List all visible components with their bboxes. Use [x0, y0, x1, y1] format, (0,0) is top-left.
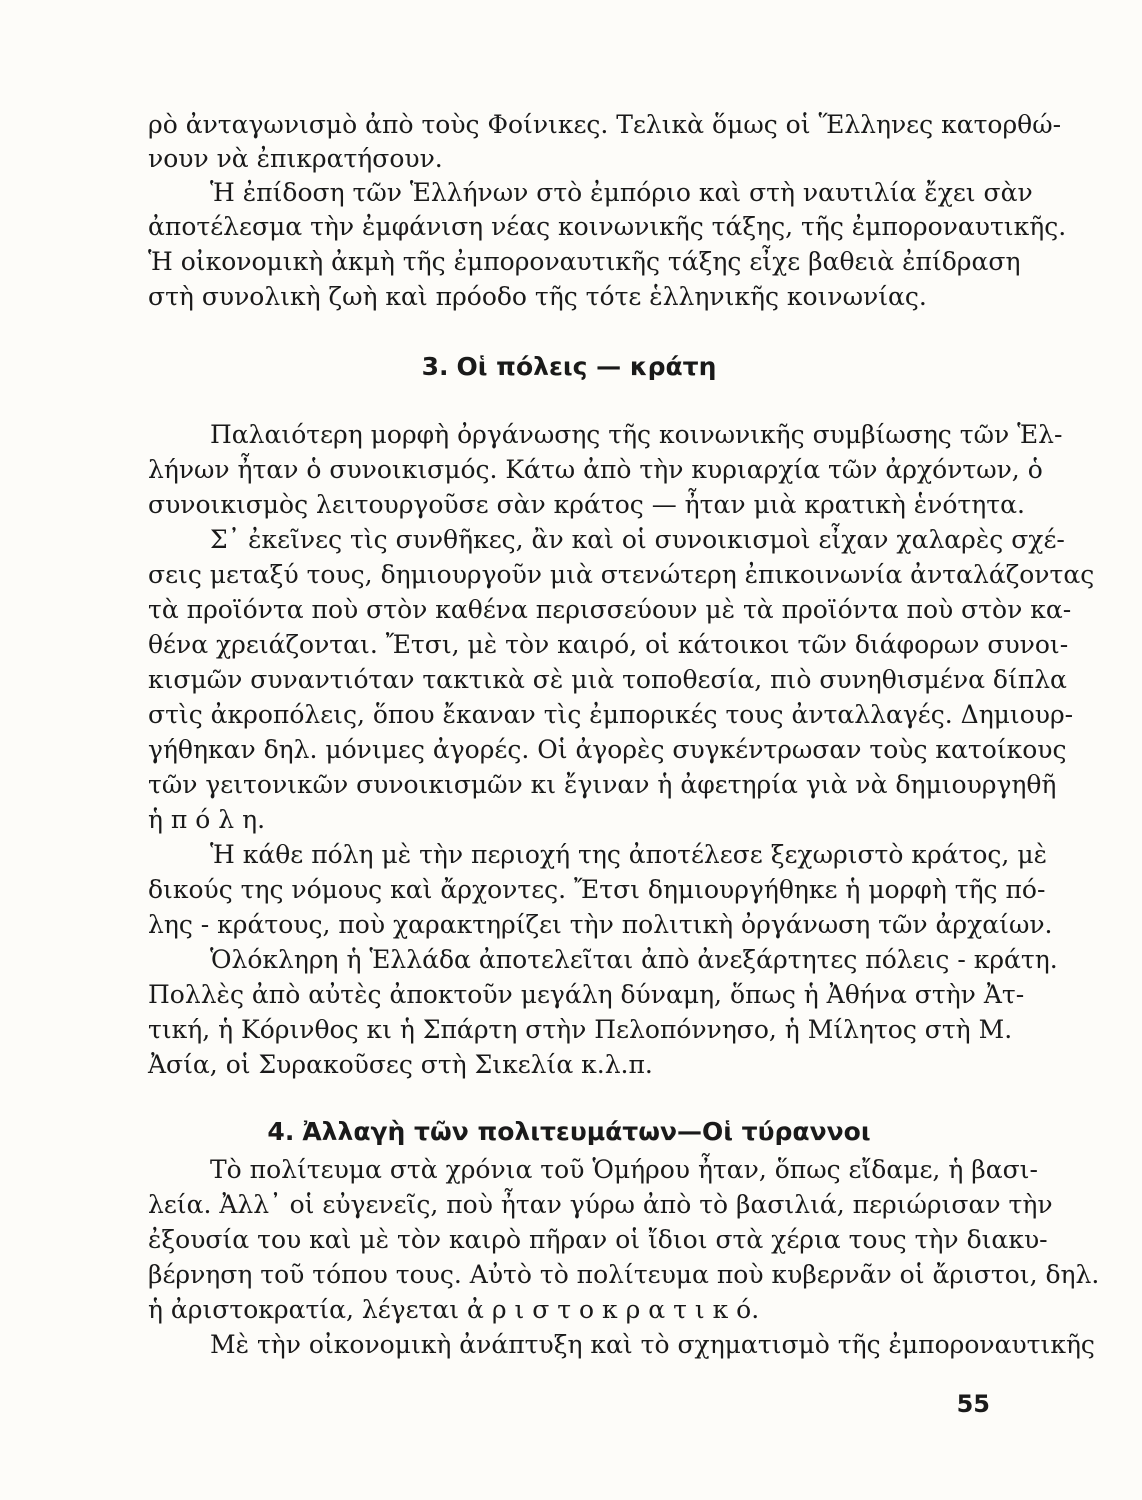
text-line: νουν νὰ ἐπικρατήσουν. — [148, 144, 443, 173]
text-line: ἀποτέλεσμα τὴν ἐμφάνιση νέας κοινωνικῆς τάξης, τῆς ἐμποροναυτικῆς. — [148, 212, 1067, 241]
text-line: λης - κράτους, ποὺ χαρακτηρίζει τὴν πολιτικὴ ὀργάνωση τῶν ἀρχαίων. — [148, 910, 1053, 939]
text-line: Μὲ τὴν οἰκονομικὴ ἀνάπτυξη καὶ τὸ σχηματισμὸ τῆς ἐμποροναυτικῆς — [210, 1330, 1095, 1359]
text-line: Ἡ ἐπίδοση τῶν Ἑλλήνων στὸ ἐμπόριο καὶ στὴ ναυτιλία ἔχει σὰν — [210, 178, 1033, 207]
text-line: Τὸ πολίτευμα στὰ χρόνια τοῦ Ὁμήρου ἦταν, ὅπως εἴδαμε, ἡ βασι- — [210, 1155, 1038, 1184]
text-line: Ὁλόκληρη ἡ Ἑλλάδα ἀποτελεῖται ἀπὸ ἀνεξάρτητες πόλεις - κράτη. — [210, 945, 1058, 974]
text-line: Σ᾽ ἐκεῖνες τὶς συνθῆκες, ἂν καὶ οἱ συνοικισμοὶ εἶχαν χαλαρὲς σχέ- — [210, 525, 1065, 554]
text-line: σεις μεταξύ τους, δημιουργοῦν μιὰ στενώτερη ἐπικοινωνία ἀνταλάζοντας — [148, 560, 1095, 589]
text-line: βέρνηση τοῦ τόπου τους. Αὐτὸ τὸ πολίτευμα ποὺ κυβερνᾶν οἱ ἄριστοι, δηλ. — [148, 1260, 1100, 1289]
text-line: ἡ ἀριστοκρατία, λέγεται ἀ ρ ι σ τ ο κ ρ α τ ι κ ό. — [148, 1295, 760, 1324]
section-heading-4 — [148, 1115, 990, 1149]
section-title: Οἱ πόλεις — κράτη — [456, 352, 717, 381]
text-line: λεία. Ἀλλ᾽ οἱ εὐγενεῖς, ποὺ ἦταν γύρω ἀπὸ τὸ βασιλιά, περιώρισαν τὴν — [148, 1190, 1053, 1219]
text-line: συνοικισμὸς λειτουργοῦσε σὰν κράτος — ἦταν μιὰ κρατικὴ ἑνότητα. — [148, 490, 1025, 519]
text-line: ἡ π ό λ η. — [148, 805, 266, 834]
section-title: Ἀλλαγὴ τῶν πολιτευμάτων—Οἱ τύραννοι — [302, 1117, 871, 1146]
text-line: Παλαιότερη μορφὴ ὀργάνωσης τῆς κοινωνικῆς συμβίωσης τῶν Ἑλ- — [210, 420, 1063, 449]
text-line: γήθηκαν δηλ. μόνιμες ἀγορές. Οἱ ἀγορὲς συγκέντρωσαν τοὺς κατοίκους — [148, 735, 1067, 764]
text-line: τική, ἡ Κόρινθος κι ἡ Σπάρτη στὴν Πελοπόννησο, ἡ Μίλητος στὴ Μ. — [148, 1015, 1013, 1044]
text-line: τὰ προϊόντα ποὺ στὸν καθένα περισσεύουν μὲ τὰ προϊόντα ποὺ στὸν κα- — [148, 595, 1072, 624]
section-number: 4. — [267, 1117, 295, 1146]
text-line: ἐξουσία του καὶ μὲ τὸν καιρὸ πῆραν οἱ ἴδιοι στὰ χέρια τους τὴν διακυ- — [148, 1225, 1048, 1254]
text-line: λήνων ἦταν ὁ συνοικισμός. Κάτω ἀπὸ τὴν κυριαρχία τῶν ἀρχόντων, ὁ — [148, 455, 1043, 484]
text-line: Ἀσία, οἱ Συρακοῦσες στὴ Σικελία κ.λ.π. — [148, 1050, 653, 1079]
text-line: στὶς ἀκροπόλεις, ὅπου ἔκαναν τὶς ἐμπορικές τους ἀνταλλαγές. Δημιουρ- — [148, 700, 1074, 729]
section-heading-3 — [148, 350, 990, 384]
text-line: Ἡ οἰκονομικὴ ἀκμὴ τῆς ἐμποροναυτικῆς τάξης εἶχε βαθειὰ ἐπίδραση — [148, 247, 1021, 276]
text-line: ρὸ ἀνταγωνισμὸ ἀπὸ τοὺς Φοίνικες. Τελικὰ ὅμως οἱ Ἕλληνες κατορθώ- — [148, 110, 1062, 139]
text-line: Ἡ κάθε πόλη μὲ τὴν περιοχή της ἀποτέλεσε ξεχωριστὸ κράτος, μὲ — [210, 840, 1047, 869]
text-line: Πολλὲς ἀπὸ αὐτὲς ἀποκτοῦν μεγάλη δύναμη, ὅπως ἡ Ἀθήνα στὴν Ἀτ- — [148, 980, 1025, 1009]
text-line: θένα χρειάζονται. Ἔτσι, μὲ τὸν καιρό, οἱ κάτοικοι τῶν διάφορων συνοι- — [148, 630, 1069, 659]
page-number: 55 — [956, 1390, 990, 1418]
text-line: στὴ συνολικὴ ζωὴ καὶ πρόοδο τῆς τότε ἑλληνικῆς κοινωνίας. — [148, 282, 927, 311]
text-line: τῶν γειτονικῶν συνοικισμῶν κι ἔγιναν ἡ ἀφετηρία γιὰ νὰ δημιουργηθῆ — [148, 770, 1057, 799]
text-line: δικούς της νόμους καὶ ἄρχοντες. Ἔτσι δημιουργήθηκε ἡ μορφὴ τῆς πό- — [148, 875, 1046, 904]
section-number: 3. — [421, 352, 449, 381]
text-line: κισμῶν συναντιόταν τακτικὰ σὲ μιὰ τοποθεσία, πιὸ συνηθισμένα δίπλα — [148, 665, 1067, 694]
